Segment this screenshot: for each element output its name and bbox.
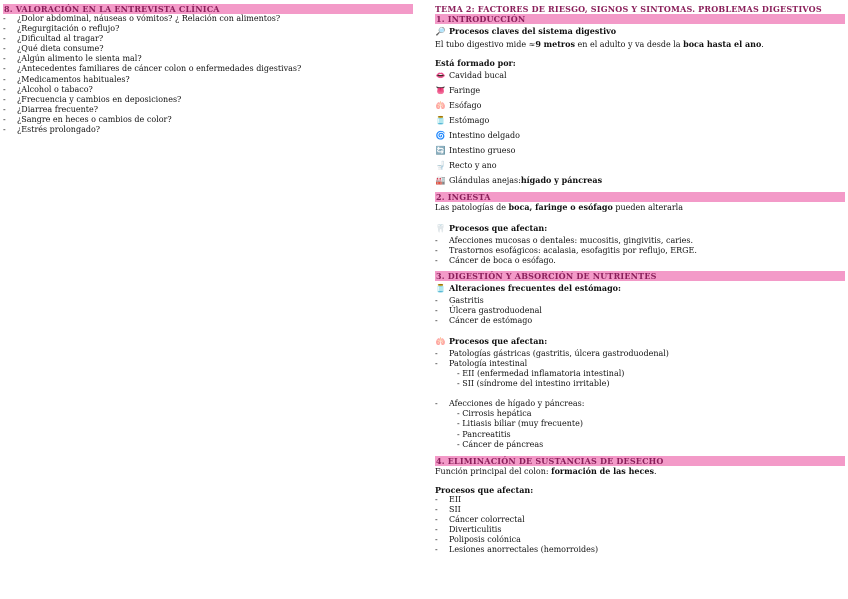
organ-item: 👄 Cavidad bucal (435, 68, 845, 83)
organ-item: 👅 Faringe (435, 83, 845, 98)
list-item: - SII (435, 504, 461, 514)
ingesta-processes-label: 🦷 Procesos que afectan: (435, 221, 845, 236)
small-intestine-icon: 🌀 (435, 131, 446, 141)
elimination-processes-label: Procesos que afectan: (435, 484, 534, 495)
section-8-heading: 8. VALORACIÓN EN LA ENTREVISTA CLÍNICA (3, 4, 413, 14)
organ-item: 🌀 Intestino delgado (435, 128, 845, 143)
organ-list (435, 68, 845, 188)
page-title: TEMA 2: FACTORES DE RIESGO, SIGNOS Y SINTOMAS. PROBLEMAS DIGESTIVOS (435, 4, 822, 14)
pharynx-icon: 👅 (435, 86, 446, 96)
factory-icon: 🏭 (435, 176, 446, 186)
list-item: - ¿Qué dieta consume? (3, 44, 104, 54)
stomach-icon: 🫙 (435, 283, 446, 293)
list-item: - ¿Diarrea frecuente? (3, 104, 99, 114)
section-4-heading: 4. ELIMINACIÓN DE SUSTANCIAS DE DESECHO (435, 456, 845, 466)
right-column (435, 4, 845, 555)
sub-item: - SII (síndrome del intestino irritable) (457, 379, 610, 389)
organ-item: 🫁 Esófago (435, 98, 845, 113)
section-3-heading: 3. DIGESTIÓN Y ABSORCIÓN DE NUTRIENTES (435, 271, 845, 281)
organ-item: 🚽 Recto y ano (435, 158, 845, 173)
list-item: - ¿Sangre en heces o cambios de color? (3, 114, 172, 124)
list-item: - Cáncer colorrectal (435, 515, 525, 525)
sub-item: - Cirrosis hepática (457, 409, 532, 419)
list-item: - Diverticulitis (435, 525, 502, 535)
large-intestine-icon: 🔄 (435, 146, 446, 156)
list-item: - Afecciones de hígado y páncreas: (435, 399, 585, 409)
list-item: - Úlcera gastroduodenal (435, 305, 542, 315)
esophagus-icon: 🫁 (435, 101, 446, 111)
magnifier-icon: 🔎 (435, 27, 446, 36)
list-item: - ¿Alcohol o tabaco? (3, 84, 93, 94)
list-item: - ¿Medicamentos habituales? (3, 74, 130, 84)
left-column (3, 4, 413, 135)
rectum-icon: 🚽 (435, 161, 446, 171)
stomach-icon: 🫙 (435, 116, 446, 126)
list-item: - ¿Regurgitación o reflujo? (3, 24, 120, 34)
list-item: - Afecciones mucosas o dentales: mucositis, gingivitis, caries. (435, 236, 693, 246)
organ-item: 🫙 Estómago (435, 113, 845, 128)
sub-item: - Cáncer de páncreas (457, 439, 544, 449)
formed-by-label: Está formado por: (435, 58, 516, 69)
tooth-icon: 🦷 (435, 224, 446, 234)
key-processes-line: 🔎 Procesos claves del sistema digestivo (435, 24, 845, 39)
intro-paragraph: El tubo digestivo mide ≈9 metros en el adulto y va desde la boca hasta el ano. (435, 39, 764, 49)
mouth-icon: 👄 (435, 71, 446, 81)
sub-item: - Pancreatitis (457, 429, 511, 439)
list-item: - ¿Estrés prolongado? (3, 125, 101, 135)
elimination-paragraph: Función principal del colon: formación de las heces. (435, 465, 657, 476)
section-2-heading: 2. INGESTA (435, 192, 845, 202)
stomach-alterations-label: 🫙 Alteraciones frecuentes del estómago: (435, 281, 845, 296)
list-item: - Lesiones anorrectales (hemorroides) (435, 545, 599, 555)
list-item: - Gastritis (435, 295, 484, 305)
list-item: - ¿Dificultad al tragar? (3, 34, 104, 44)
list-item: - ¿Algún alimento le sienta mal? (3, 54, 142, 64)
list-item: - Cáncer de estómago (435, 315, 533, 325)
sub-item: - EII (enfermedad inflamatoria intestinal) (457, 369, 625, 379)
list-item: - Cáncer de boca o esófago. (435, 256, 556, 266)
interview-question-list (3, 14, 413, 135)
list-item: - Trastornos esofágicos: acalasia, esofagitis por reflujo, ERGE. (435, 246, 697, 256)
list-item: - ¿Frecuencia y cambios en deposiciones? (3, 94, 182, 104)
list-item: - ¿Dolor abdominal, náuseas o vómitos? ¿ Relación con alimentos? (3, 14, 281, 23)
organ-item: 🔄 Intestino grueso (435, 143, 845, 158)
ingesta-paragraph: Las patologías de boca, faringe o esófago pueden alterarla (435, 202, 683, 213)
list-item: - EII (435, 494, 462, 504)
list-item: - Poliposis colónica (435, 535, 521, 545)
digestion-processes-label: 🫁 Procesos que afectan: (435, 334, 845, 349)
sub-item: - Litiasis biliar (muy frecuente) (457, 419, 583, 429)
section-1-heading: 1. INTRODUCCIÓN (435, 14, 845, 24)
glands-item: 🏭 Glándulas anejas: hígado y páncreas (435, 173, 845, 188)
list-item: - ¿Antecedentes familiares de cáncer colon o enfermedades digestivas? (3, 64, 302, 74)
intestine-icon: 🫁 (435, 336, 446, 346)
list-item: - Patología intestinal (435, 358, 528, 368)
list-item: - Patologías gástricas (gastritis, úlcera gastroduodenal) (435, 348, 669, 358)
